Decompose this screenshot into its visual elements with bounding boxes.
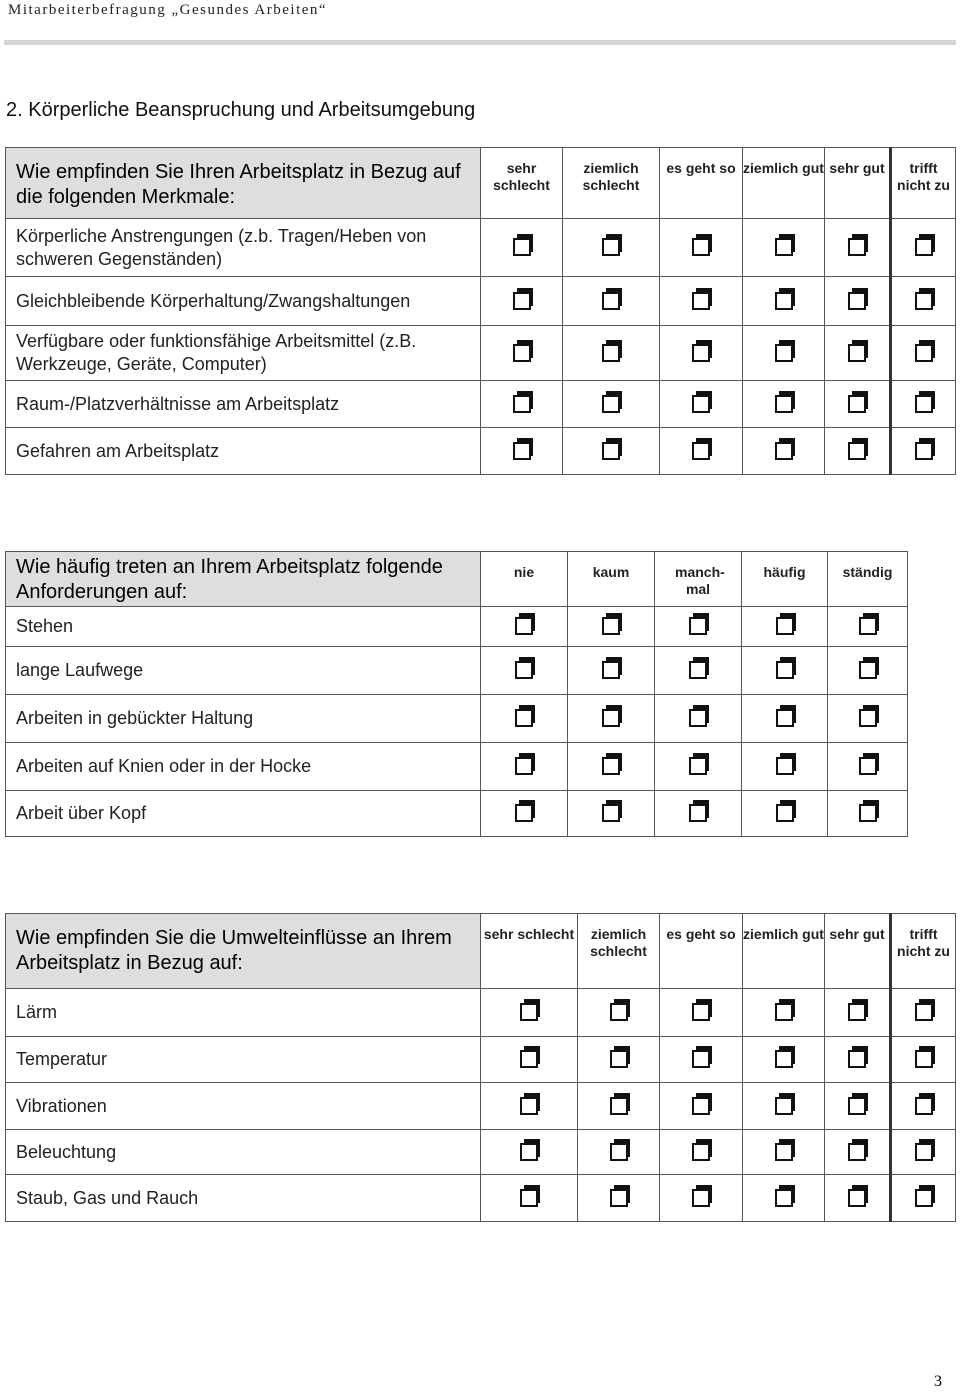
col-manchmal: manch-mal (655, 552, 742, 607)
checkbox[interactable] (915, 1003, 933, 1021)
checkbox[interactable] (848, 1143, 866, 1161)
checkbox[interactable] (848, 292, 866, 310)
col-sehr-schlecht: sehr schlecht (481, 148, 563, 219)
question-text: Wie häufig treten an Ihrem Arbeitsplatz folgende Anforderungen auf: (6, 552, 481, 607)
row-label: Arbeiten auf Knien oder in der Hocke (6, 743, 481, 791)
checkbox[interactable] (610, 1003, 628, 1021)
checkbox[interactable] (610, 1189, 628, 1207)
table-row (6, 1037, 956, 1083)
checkbox[interactable] (515, 757, 533, 775)
checkbox[interactable] (775, 1050, 793, 1068)
row-label: Gefahren am Arbeitsplatz (6, 428, 481, 475)
checkbox[interactable] (692, 344, 710, 362)
row-label: Raum-/Platzverhältnisse am Arbeitsplatz (6, 381, 481, 428)
checkbox[interactable] (513, 292, 531, 310)
checkbox[interactable] (848, 1189, 866, 1207)
table-row (6, 743, 908, 791)
col-trifft-nicht-zu: trifft nicht zu (891, 148, 956, 219)
checkbox[interactable] (602, 804, 620, 822)
col-es-geht-so: es geht so (660, 914, 743, 989)
checkbox[interactable] (602, 709, 620, 727)
checkbox[interactable] (602, 395, 620, 413)
checkbox[interactable] (776, 804, 794, 822)
checkbox[interactable] (859, 617, 877, 635)
checkbox[interactable] (776, 617, 794, 635)
checkbox[interactable] (859, 804, 877, 822)
col-es-geht-so: es geht so (660, 148, 743, 219)
checkbox[interactable] (602, 442, 620, 460)
checkbox[interactable] (520, 1143, 538, 1161)
checkbox[interactable] (915, 344, 933, 362)
checkbox[interactable] (848, 395, 866, 413)
col-staendig: ständig (828, 552, 908, 607)
checkbox[interactable] (692, 1050, 710, 1068)
col-sehr-schlecht: sehr schlecht (481, 914, 578, 989)
checkbox[interactable] (848, 1003, 866, 1021)
checkbox[interactable] (776, 709, 794, 727)
checkbox[interactable] (692, 1097, 710, 1115)
checkbox[interactable] (602, 617, 620, 635)
col-ziemlich-gut: ziemlich gut (743, 914, 825, 989)
row-label: Staub, Gas und Rauch (6, 1175, 481, 1222)
table-row (6, 607, 908, 647)
col-trifft-nicht-zu: trifft nicht zu (891, 914, 956, 989)
checkbox[interactable] (915, 442, 933, 460)
checkbox[interactable] (610, 1143, 628, 1161)
checkbox[interactable] (775, 292, 793, 310)
checkbox[interactable] (775, 395, 793, 413)
row-label: Verfügbare oder funktionsfähige Arbeitsmittel (z.B. Werkzeuge, Geräte, Computer) (6, 326, 481, 381)
checkbox[interactable] (520, 1189, 538, 1207)
table-row (6, 277, 956, 326)
table-header-row (6, 552, 908, 607)
checkbox[interactable] (915, 238, 933, 256)
checkbox[interactable] (689, 757, 707, 775)
checkbox[interactable] (859, 757, 877, 775)
checkbox[interactable] (776, 757, 794, 775)
row-label: Arbeit über Kopf (6, 791, 481, 837)
checkbox[interactable] (848, 442, 866, 460)
checkbox[interactable] (775, 1189, 793, 1207)
checkbox[interactable] (689, 617, 707, 635)
section-title: 2. Körperliche Beanspruchung und Arbeitsumgebung (6, 99, 476, 121)
running-header: Mitarbeiterbefragung „Gesundes Arbeiten“ (8, 2, 328, 18)
checkbox[interactable] (513, 395, 531, 413)
col-ziemlich-gut: ziemlich gut (743, 148, 825, 219)
checkbox[interactable] (689, 661, 707, 679)
checkbox[interactable] (848, 1050, 866, 1068)
table-row (6, 989, 956, 1037)
col-nie: nie (481, 552, 568, 607)
checkbox[interactable] (520, 1097, 538, 1115)
checkbox[interactable] (602, 757, 620, 775)
row-label: Temperatur (6, 1037, 481, 1083)
checkbox[interactable] (915, 1143, 933, 1161)
row-label: Beleuchtung (6, 1130, 481, 1175)
checkbox[interactable] (692, 442, 710, 460)
row-label: Stehen (6, 607, 481, 647)
checkbox[interactable] (848, 344, 866, 362)
checkbox[interactable] (520, 1050, 538, 1068)
checkbox[interactable] (610, 1050, 628, 1068)
checkbox[interactable] (515, 617, 533, 635)
checkbox[interactable] (915, 1050, 933, 1068)
checkbox[interactable] (775, 1143, 793, 1161)
col-sehr-gut: sehr gut (825, 914, 891, 989)
table-header-row (6, 148, 956, 219)
checkbox[interactable] (602, 238, 620, 256)
question-text: Wie empfinden Sie die Umwelteinflüsse an Ihrem Arbeitsplatz in Bezug auf: (6, 914, 481, 989)
checkbox[interactable] (775, 1097, 793, 1115)
checkbox[interactable] (692, 395, 710, 413)
checkbox[interactable] (915, 1097, 933, 1115)
page-number: 3 (934, 1373, 942, 1390)
row-label: Gleichbleibende Körperhaltung/Zwangshaltungen (6, 277, 481, 326)
table-row (6, 381, 956, 428)
checkbox[interactable] (610, 1097, 628, 1115)
col-ziemlich-schlecht: ziemlich schlecht (578, 914, 660, 989)
checkbox[interactable] (602, 661, 620, 679)
checkbox[interactable] (692, 238, 710, 256)
checkbox[interactable] (859, 661, 877, 679)
checkbox[interactable] (689, 709, 707, 727)
question-text: Wie empfinden Sie Ihren Arbeitsplatz in Bezug auf die folgenden Merkmale: (6, 148, 481, 219)
table-row (6, 326, 956, 381)
checkbox[interactable] (520, 1003, 538, 1021)
checkbox[interactable] (775, 1003, 793, 1021)
checkbox[interactable] (692, 1003, 710, 1021)
checkbox[interactable] (692, 1143, 710, 1161)
table-row (6, 647, 908, 695)
checkbox[interactable] (915, 395, 933, 413)
table-row (6, 428, 956, 475)
work-demands-table (5, 551, 908, 837)
checkbox[interactable] (775, 442, 793, 460)
checkbox[interactable] (689, 804, 707, 822)
checkbox[interactable] (513, 238, 531, 256)
table-row (6, 1175, 956, 1222)
checkbox[interactable] (915, 292, 933, 310)
table-header-row (6, 914, 956, 989)
checkbox[interactable] (848, 238, 866, 256)
checkbox[interactable] (848, 1097, 866, 1115)
col-sehr-gut: sehr gut (825, 148, 891, 219)
col-haeufig: häufig (742, 552, 828, 607)
checkbox[interactable] (775, 344, 793, 362)
environment-table (5, 913, 956, 1222)
checkbox[interactable] (602, 292, 620, 310)
table-row (6, 791, 908, 837)
workplace-features-table (5, 147, 956, 475)
checkbox[interactable] (776, 661, 794, 679)
checkbox[interactable] (515, 661, 533, 679)
table-row (6, 1083, 956, 1130)
checkbox[interactable] (513, 442, 531, 460)
row-label: lange Laufwege (6, 647, 481, 695)
checkbox[interactable] (513, 344, 531, 362)
checkbox[interactable] (859, 709, 877, 727)
table-row (6, 695, 908, 743)
table-row (6, 1130, 956, 1175)
col-kaum: kaum (568, 552, 655, 607)
row-label: Körperliche Anstrengungen (z.b. Tragen/Heben von schweren Gegenständen) (6, 219, 481, 277)
checkbox[interactable] (775, 238, 793, 256)
checkbox[interactable] (515, 804, 533, 822)
checkbox[interactable] (915, 1189, 933, 1207)
table-row (6, 219, 956, 277)
row-label: Arbeiten in gebückter Haltung (6, 695, 481, 743)
checkbox[interactable] (515, 709, 533, 727)
checkbox[interactable] (692, 292, 710, 310)
checkbox[interactable] (692, 1189, 710, 1207)
row-label: Vibrationen (6, 1083, 481, 1130)
col-ziemlich-schlecht: ziemlich schlecht (563, 148, 660, 219)
row-label: Lärm (6, 989, 481, 1037)
checkbox[interactable] (602, 344, 620, 362)
header-divider (4, 40, 956, 45)
